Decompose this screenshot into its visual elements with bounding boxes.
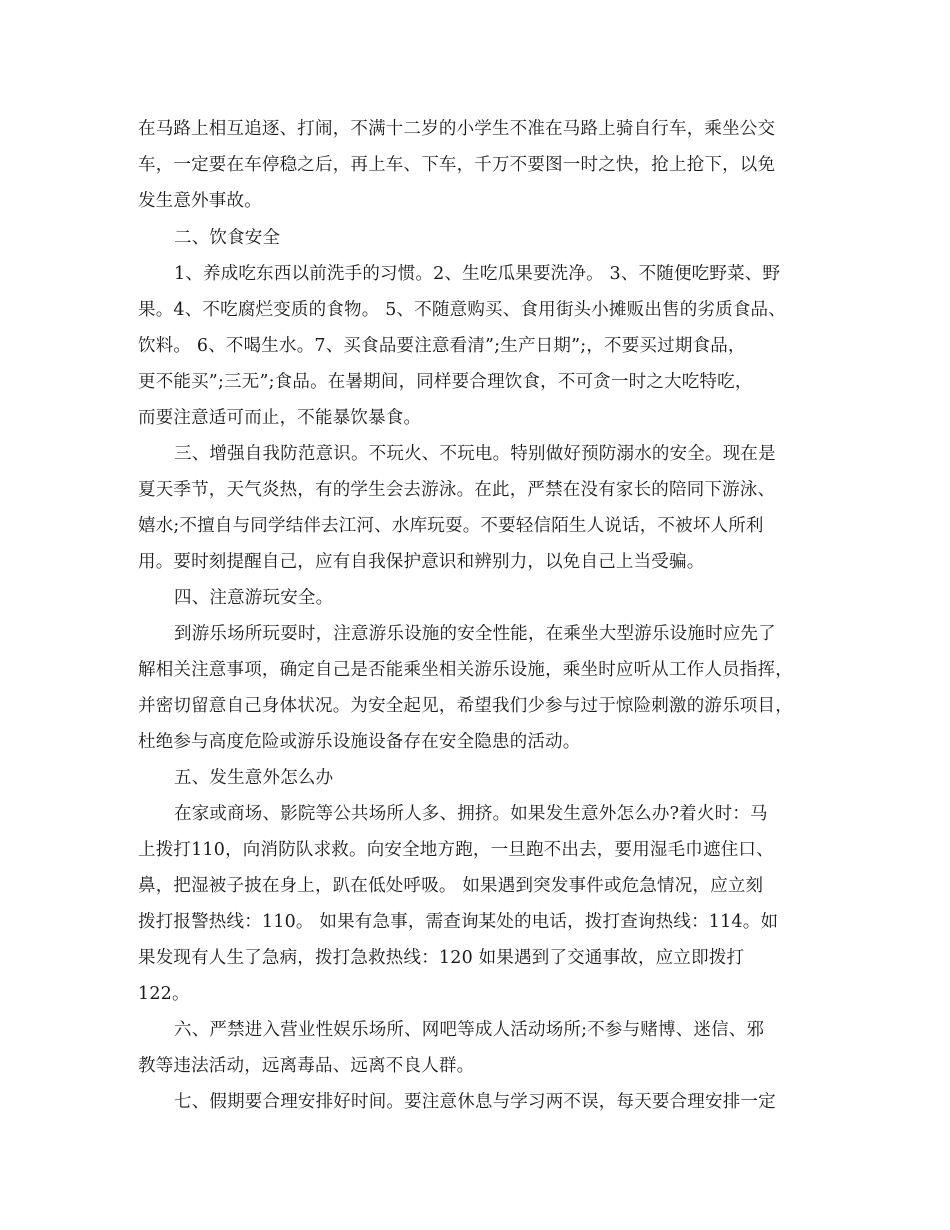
text-line: 杜绝参与高度危险或游乐设施设备存在安全隐患的活动。 xyxy=(138,732,581,752)
section-heading: 四、注意游玩安全。 xyxy=(174,588,334,608)
text-line: 在家或商场、影院等公共场所人多、拥挤。如果发生意外怎么办?着火时：马 xyxy=(174,804,768,824)
text-line: 发生意外事故。 xyxy=(138,191,262,211)
text-line: 1、养成吃东西以前洗手的习惯。2、生吃瓜果要洗净。 3、不随便吃野菜、野 xyxy=(174,264,781,284)
text-line: 教等违法活动，远离毒品、远离不良人群。 xyxy=(138,1056,475,1076)
text-line: 嬉水;不擅自与同学结伴去江河、水库玩耍。不要轻信陌生人说话，不被坏人所利 xyxy=(138,516,764,536)
text-line: 解相关注意事项，确定自己是否能乘坐相关游乐设施，乘坐时应听从工作人员指挥， xyxy=(138,660,793,680)
text-line: 拨打报警热线：110。 如果有急事，需查询某处的电话，拨打查询热线：114。如 xyxy=(138,912,779,932)
text-line: 更不能买”;三无”;食品。在暑期间，同样要合理饮食，不可贪一时之大吃特吃， xyxy=(138,372,753,392)
section-heading: 二、饮食安全 xyxy=(174,228,281,248)
text-line: 用。要时刻提醒自己，应有自我保护意识和辨别力，以免自己上当受骗。 xyxy=(138,552,705,572)
text-line: 夏天季节，天气炎热，有的学生会去游泳。在此，严禁在没有家长的陪同下游泳、 xyxy=(138,480,776,500)
text-line: 122。 xyxy=(138,984,190,1004)
text-line: 果发现有人生了急病，拨打急救热线：120 如果遇到了交通事故，应立即拨打 xyxy=(138,948,745,968)
text-line: 鼻，把湿被子披在身上，趴在低处呼吸。 如果遇到突发事件或危急情况，应立刻 xyxy=(138,876,764,896)
text-line: 车，一定要在车停稳之后，再上车、下车，千万不要图一时之快，抢上抢下，以免 xyxy=(138,155,776,175)
text-line: 三、增强自我防范意识。不玩火、不玩电。特别做好预防溺水的安全。现在是 xyxy=(174,444,776,464)
text-line: 到游乐场所玩耍时，注意游乐设施的安全性能，在乘坐大型游乐设施时应先了 xyxy=(174,624,776,644)
text-line: 六、严禁进入营业性娱乐场所、网吧等成人活动场所;不参与赌博、迷信、邪 xyxy=(174,1020,765,1040)
text-line: 在马路上相互追逐、打闹，不满十二岁的小学生不准在马路上骑自行车，乘坐公交 xyxy=(138,119,776,139)
text-line: 饮料。 6、不喝生水。7、买食品要注意看清”;生产日期”;，不要买过期食品， xyxy=(138,336,746,356)
text-line: 果。4、不吃腐烂变质的食物。 5、不随意购买、食用街头小摊贩出售的劣质食品、 xyxy=(138,300,786,320)
section-heading: 五、发生意外怎么办 xyxy=(174,768,334,788)
text-line: 并密切留意自己身体状况。为安全起见，希望我们少参与过于惊险刺激的游乐项目， xyxy=(138,696,793,716)
text-line: 七、假期要合理安排好时间。要注意休息与学习两不误，每天要合理安排一定 xyxy=(174,1092,776,1112)
text-line: 而要注意适可而止，不能暴饮暴食。 xyxy=(138,408,422,428)
text-line: 上拨打110，向消防队求救。向安全地方跑，一旦跑不出去，要用湿毛巾遮住口、 xyxy=(138,840,774,860)
